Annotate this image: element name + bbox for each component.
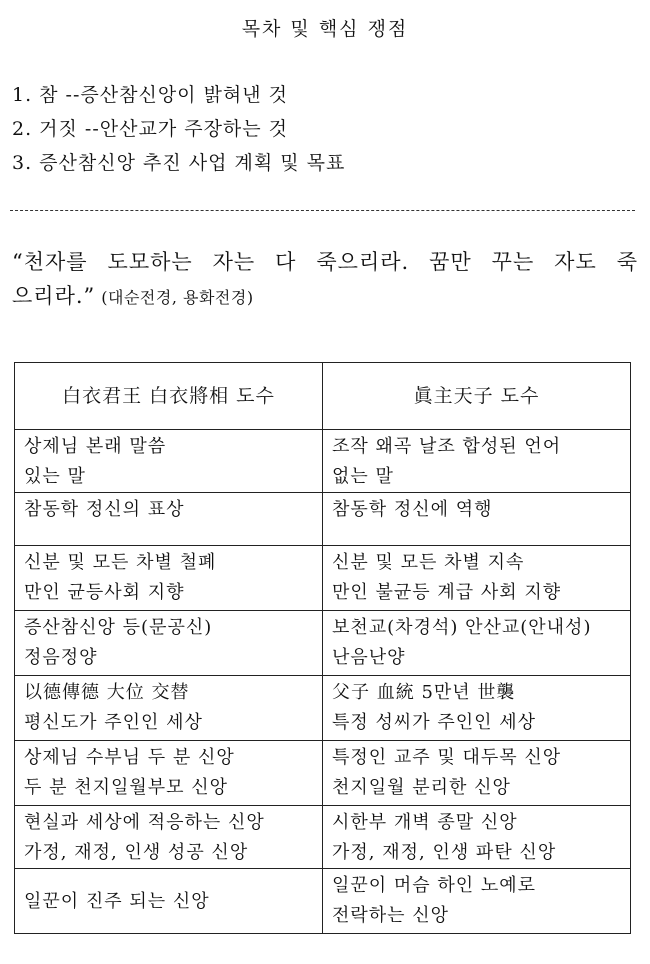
- toc-item: 3. 증산참신앙 추진 사업 계획 및 목표: [12, 152, 346, 174]
- cell-line: 있는 말: [24, 466, 86, 487]
- quote-line-1: [12, 245, 638, 279]
- quote-word: 꾸는: [491, 250, 535, 274]
- quote-ending: 으리라.”: [12, 284, 96, 308]
- cell-line: 평신도가 주인인 세상: [24, 712, 203, 733]
- table-cell-right: [323, 493, 631, 546]
- table-row: [15, 806, 631, 869]
- table-cell-left: [15, 493, 323, 546]
- table-row: [15, 676, 631, 741]
- quote-block: [12, 245, 638, 315]
- table-cell-right: [323, 806, 631, 869]
- quote-word: “천자를: [12, 250, 88, 274]
- cell-line: 없는 말: [332, 466, 394, 487]
- table-cell-right: [323, 676, 631, 741]
- comparison-table: [14, 362, 631, 934]
- cell-line: 난음난양: [332, 647, 406, 668]
- table-header-right: 眞主天子 도수: [323, 363, 631, 430]
- cell-line: 일꾼이 진주 되는 신앙: [24, 891, 210, 912]
- cell-line: 가정, 재정, 인생 파탄 신앙: [332, 842, 557, 863]
- quote-line-2: [12, 279, 638, 315]
- quote-word: 죽으리라.: [316, 250, 410, 274]
- cell-line: 상제님 수부님 두 분 신앙: [24, 747, 235, 768]
- cell-line: 일꾼이 머슴 하인 노예로: [332, 875, 537, 896]
- cell-line: 정음정양: [24, 647, 98, 668]
- cell-line: 신분 및 모든 차별 지속: [332, 552, 525, 573]
- cell-line: 신분 및 모든 차별 철폐: [24, 552, 217, 573]
- table-row: [15, 430, 631, 493]
- cell-line: 참동학 정신의 표상: [24, 499, 185, 520]
- toc-item: 1. 참 --증산참신앙이 밝혀낸 것: [12, 84, 289, 106]
- cell-line: 시한부 개벽 종말 신앙: [332, 812, 518, 833]
- cell-line: 전락하는 신앙: [332, 905, 450, 926]
- table-cell-right: [323, 869, 631, 934]
- table-header-left: 白衣君王 白衣將相 도수: [15, 363, 323, 430]
- cell-line: 특정 성씨가 주인인 세상: [332, 712, 537, 733]
- quote-word: 자는: [212, 250, 256, 274]
- cell-line: 천지일월 분리한 신앙: [332, 777, 511, 798]
- table-cell-right: [323, 546, 631, 611]
- table-cell-left: [15, 611, 323, 676]
- table-cell-right: [323, 611, 631, 676]
- page-title: 목차 및 핵심 쟁점: [241, 18, 409, 40]
- cell-line: 참동학 정신에 역행: [332, 499, 493, 520]
- table-cell-left: [15, 806, 323, 869]
- cell-line: 만인 균등사회 지향: [24, 582, 185, 603]
- quote-word: 꿈만: [429, 250, 472, 274]
- cell-line: 가정, 재정, 인생 성공 신앙: [24, 842, 249, 863]
- cell-line: 만인 불균등 계급 사회 지향: [332, 582, 562, 603]
- table-cell-left: [15, 741, 323, 806]
- quote-word: 도모하는: [107, 250, 193, 274]
- dashed-divider: [10, 210, 635, 211]
- table-cell-left: [15, 676, 323, 741]
- cell-line: 두 분 천지일월부모 신앙: [24, 777, 229, 798]
- cell-line: 以德傳德 大位 交替: [24, 682, 190, 703]
- table-cell-right: [323, 430, 631, 493]
- table-cell-right: [323, 741, 631, 806]
- cell-line: 현실과 세상에 적응하는 신앙: [24, 812, 265, 833]
- cell-line: 보천교(차경석) 안산교(안내성): [332, 617, 592, 638]
- table-row: [15, 493, 631, 546]
- toc-item: 2. 거짓 --안산교가 주장하는 것: [12, 118, 289, 140]
- cell-line: 조작 왜곡 날조 합성된 언어: [332, 436, 562, 457]
- cell-line: 특정인 교주 및 대두목 신앙: [332, 747, 562, 768]
- quote-word: 자도: [554, 250, 597, 274]
- table-row: [15, 611, 631, 676]
- cell-line: 상제님 본래 말씀: [24, 436, 167, 457]
- quote-word: 죽: [616, 250, 638, 274]
- table-row: [15, 741, 631, 806]
- table-row: [15, 546, 631, 611]
- quote-word: 다: [275, 250, 297, 274]
- table-cell-left: [15, 869, 323, 934]
- table-row: [15, 869, 631, 934]
- cell-line: 증산참신앙 등(문공신): [24, 617, 213, 638]
- table-cell-left: [15, 546, 323, 611]
- quote-source: (대순전경, 용화전경): [101, 288, 254, 307]
- table-of-contents: [12, 78, 345, 180]
- table-cell-left: [15, 430, 323, 493]
- cell-line: 父子 血統 5만년 世襲: [332, 682, 516, 703]
